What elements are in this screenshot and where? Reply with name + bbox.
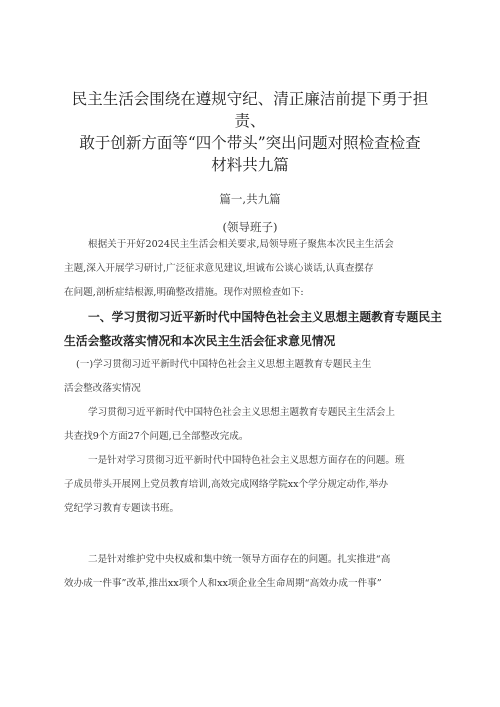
paragraph	[64, 449, 438, 521]
text-line: 效办成一件事”改革,推出xx项个人和xx项企业全生命周期“高效办成一件事”	[64, 578, 382, 589]
text-line: 子成员带头开展网上党员教育培训,高效完成网络学院xx个学分规定动作,举办	[64, 479, 388, 490]
text-line: 二是针对维护党中央权威和集中统一领导方面存在的问题。扎实推进“高	[88, 554, 391, 565]
title-line: 民主生活会围绕在遵规守纪、清正廉洁前提下勇于担责、	[71, 90, 429, 130]
text-line: (一)学习贯彻习近平新时代中国特色社会主义思想主题教育专题民主生	[76, 359, 372, 370]
heading-line: 一、学习贯彻习近平新时代中国特色社会主义思想主题教育专题民主	[88, 310, 442, 324]
title-line: 敢于创新方面等“四个带头”突出问题对照检查检查	[79, 134, 421, 152]
text-line: 主题,深入开展学习研讨,广泛征求意见建议,坦诚布公谈心谈话,认真查摆存	[64, 263, 374, 274]
text-line: 活会整改落实情况	[64, 383, 141, 394]
subtitle: (领导班子)	[222, 220, 278, 234]
heading-line: 生活会整改落实情况和本次民主生活会征求意见情况	[64, 334, 336, 348]
paragraph	[64, 548, 438, 596]
text-line: 共查找9个方面27个问题,已全部整改完成。	[64, 431, 249, 442]
document-title	[60, 88, 440, 176]
text-line: 在问题,剖析症结根源,明确整改措施。现作对照检查如下:	[64, 287, 304, 298]
chapter-label: 篇一,共九篇	[219, 192, 281, 206]
text-line: 一是针对学习贯彻习近平新时代中国特色社会主义思想方面存在的问题。班	[88, 455, 405, 466]
paragraph	[64, 401, 438, 449]
title-line: 材料共九篇	[211, 156, 289, 174]
text-line: 学习贯彻习近平新时代中国特色社会主义思想主题教育专题民主生活会上	[88, 407, 395, 418]
text-line: 根据关于开好2024民主生活会相关要求,局领导班子聚焦本次民主生活会	[88, 239, 394, 250]
text-line: 党纪学习教育专题读书班。	[64, 503, 180, 514]
intro-paragraph	[64, 233, 438, 305]
subsection-heading	[64, 353, 438, 401]
section-heading	[64, 305, 444, 353]
